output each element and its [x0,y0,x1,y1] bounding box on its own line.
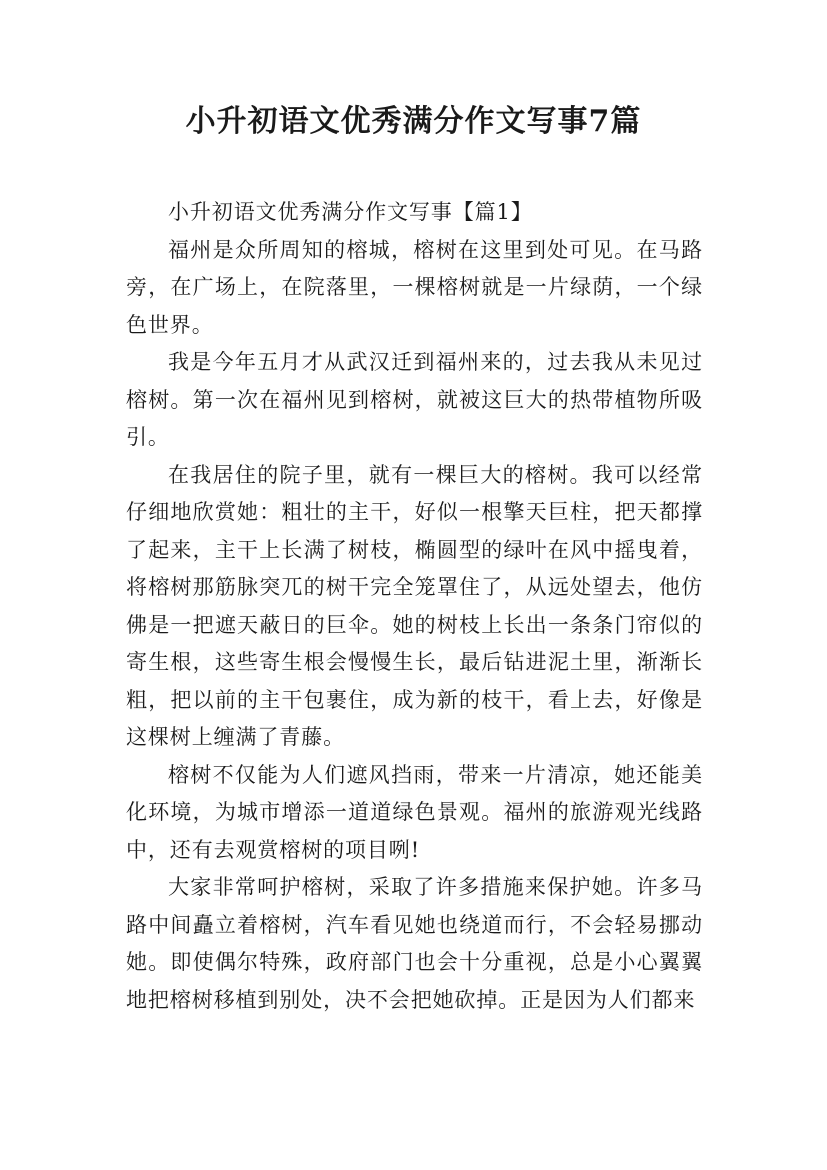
article-body [126,194,703,1019]
paragraph-1: 福州是众所周知的榕城，榕树在这里到处可见。在马路旁，在广场上，在院落里，一棵榕树就是一片绿荫，一个绿色世界。 [126,237,703,337]
document-title: 小升初语文优秀满分作文写事7篇 [185,104,642,139]
paragraph-2: 我是今年五月才从武汉迁到福州来的，过去我从未见过榕树。第一次在福州见到榕树，就被这巨大的热带植物所吸引。 [126,350,703,449]
paragraph-5: 大家非常呵护榕树，采取了许多措施来保护她。许多马路中间矗立着榕树，汽车看见她也绕道而行，不会轻易挪动她。即使偶尔特殊，政府部门也会十分重视，总是小心翼翼地把榕树移植到别处，决不会把她砍掉。正是因为人们都来 [126,875,703,1012]
paragraph-3: 在我居住的院子里，就有一棵巨大的榕树。我可以经常仔细地欣赏她：粗壮的主干，好似一根擎天巨柱，把天都撑了起来，主干上长满了树枝，椭圆型的绿叶在风中摇曳着，将榕树那筋脉突兀的树干完全笼罩住了，从远处望去，他仿佛是一把遮天蔽日的巨伞。她的树枝上长出一条条门帘似的寄生根，这些寄生根会慢慢生长，最后钻进泥土里，渐渐长粗，把以前的主干包裹住，成为新的枝干，看上去，好像是这棵树上缠满了青藤。 [126,462,703,749]
section-heading: 小升初语文优秀满分作文写事【篇1】 [168,200,533,224]
paragraph-4: 榕树不仅能为人们遮风挡雨，带来一片清凉，她还能美化环境，为城市增添一道道绿色景观。福州的旅游观光线路中，还有去观赏榕树的项目咧! [126,762,703,862]
